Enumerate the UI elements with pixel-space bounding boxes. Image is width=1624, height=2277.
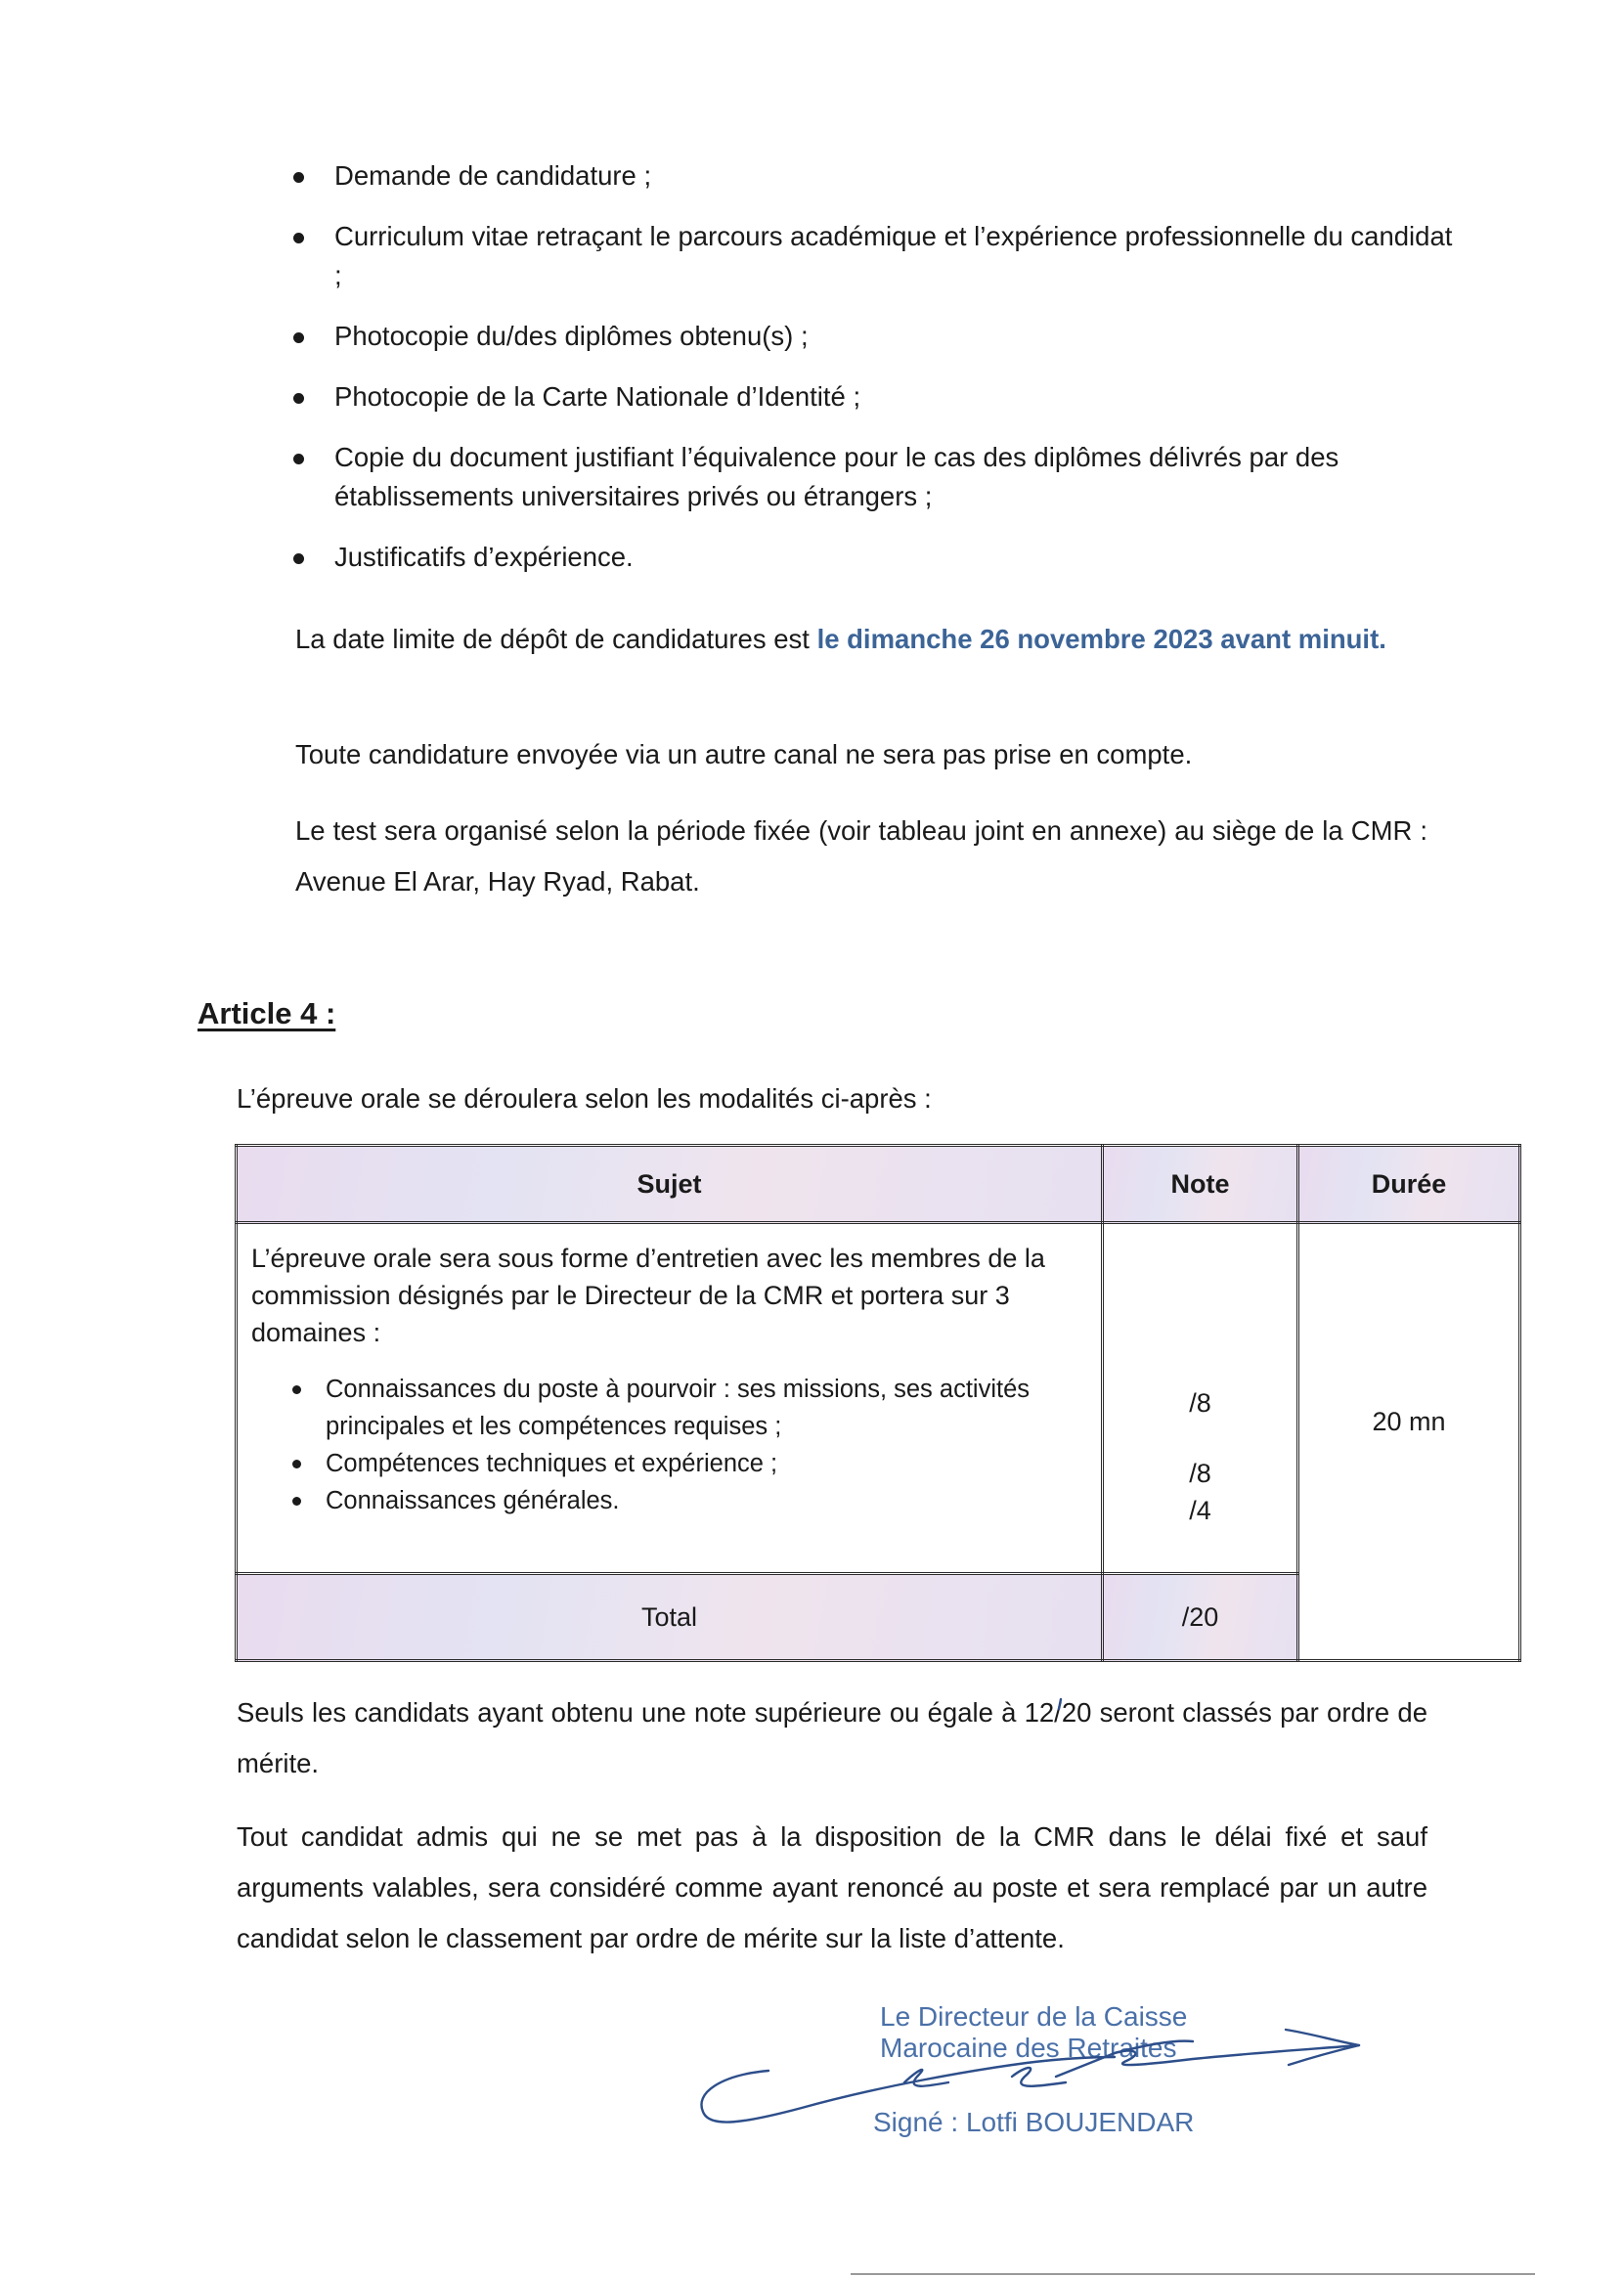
total-note: /20 (1103, 1574, 1298, 1661)
header-note: Note (1103, 1146, 1298, 1223)
domains-list (251, 1371, 1087, 1519)
note-value: /8 (1189, 1459, 1211, 1488)
article-title: Article 4 : (198, 996, 336, 1030)
article-intro: L’épreuve orale se déroulera selon les modalités ci-après : (237, 1083, 932, 1114)
note-value: /4 (1189, 1496, 1211, 1525)
page-bottom-rule (851, 2273, 1535, 2275)
canal-paragraph: Toute candidature envoyée via un autre canal ne sera pas prise en compte. (295, 739, 1193, 769)
required-documents-list (293, 156, 1457, 598)
oral-exam-table (235, 1144, 1521, 1662)
note-value: /8 (1189, 1388, 1211, 1418)
header-sujet: Sujet (237, 1146, 1103, 1223)
signature-title-line1: Le Directeur de la Caisse (880, 2001, 1188, 2032)
list-item: Demande de candidature ; (293, 156, 1457, 196)
admis-paragraph: Tout candidat admis qui ne se met pas à la disposition de la CMR dans le délai fixé et sauf arguments valables, sera considéré comme ayant renoncé au poste et sera remplacé par un autre candidat selon le classement par ordre de mérite sur la liste d’attente. (237, 1821, 1427, 1953)
deadline-prefix: La date limite de dépôt de candidatures est (295, 624, 817, 654)
deadline-paragraph (295, 614, 1427, 665)
domain-item: Compétences techniques et expérience ; (290, 1445, 1087, 1482)
handwritten-signature (684, 1682, 1388, 2151)
signature-title-line2: Marocaine des Retraites (880, 2033, 1177, 2063)
list-item: Curriculum vitae retraçant le parcours académique et l’expérience professionnelle du candidat ; (293, 217, 1457, 295)
domain-item: Connaissances du poste à pourvoir : ses missions, ses activités principales et les compétences requises ; (290, 1371, 1087, 1445)
list-item: Copie du document justifiant l’équivalence pour le cas des diplômes délivrés par des établissements universitaires privés ou étrangers ; (293, 438, 1457, 516)
deadline-date: le dimanche 26 novembre 2023 avant minuit. (816, 624, 1386, 654)
list-item: Photocopie du/des diplômes obtenu(s) ; (293, 317, 1457, 356)
classement-paragraph: Seuls les candidats ayant obtenu une note supérieure ou égale à 12/20 seront classés par ordre de mérite. (237, 1697, 1427, 1778)
signature-name: Signé : Lotfi BOUJENDAR (873, 2107, 1195, 2137)
test-location-paragraph: Le test sera organisé selon la période fixée (voir tableau joint en annexe) au siège de la CMR : Avenue El Arar, Hay Ryad, Rabat. (295, 815, 1427, 897)
duree-cell: 20 mn (1298, 1223, 1520, 1661)
list-item: Justificatifs d’expérience. (293, 538, 1457, 577)
exam-description-cell (237, 1223, 1103, 1574)
notes-cell (1103, 1223, 1298, 1574)
header-duree: Durée (1298, 1146, 1520, 1223)
list-item: Photocopie de la Carte Nationale d’Identité ; (293, 377, 1457, 416)
domain-item: Connaissances générales. (290, 1482, 1087, 1519)
total-label: Total (237, 1574, 1103, 1661)
exam-description: L’épreuve orale sera sous forme d’entretien avec les membres de la commission désignés par le Directeur de la CMR et portera sur 3 domaines : (251, 1244, 1045, 1347)
